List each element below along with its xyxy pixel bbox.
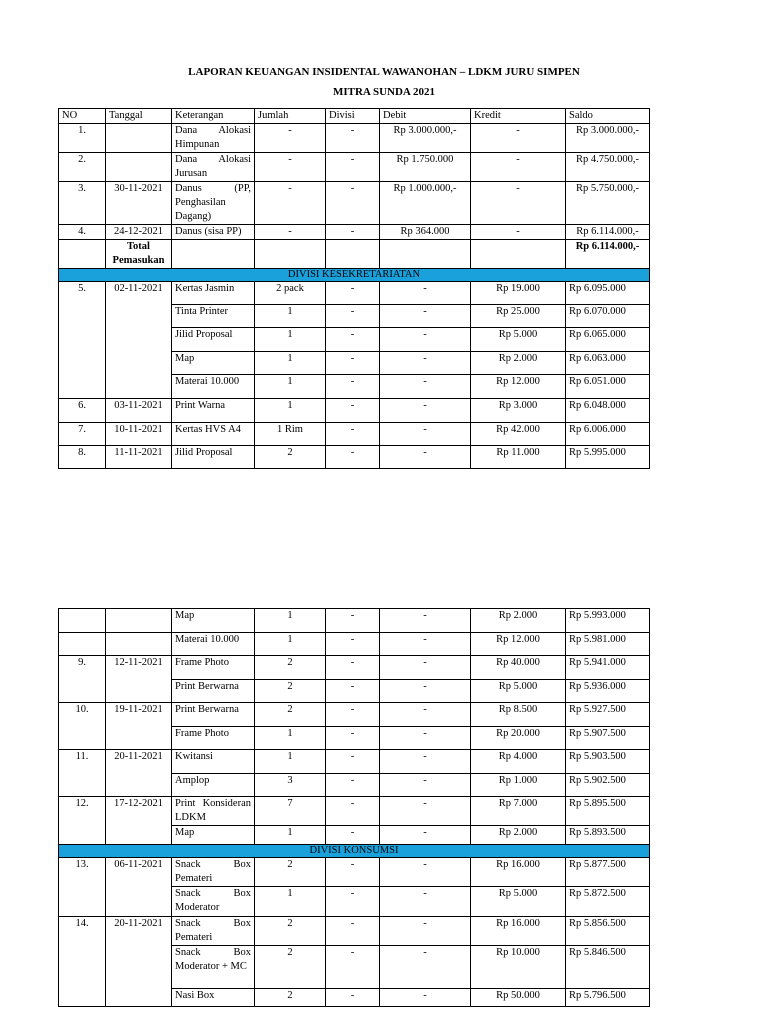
cell-kredit: Rp 42.000 — [471, 423, 566, 446]
header-cell: Divisi — [326, 109, 380, 124]
cell-kredit: - — [471, 182, 566, 225]
cell-tanggal — [106, 609, 172, 633]
cell-debit: - — [380, 375, 471, 399]
cell-keterangan: Jilid Proposal — [172, 446, 255, 469]
header-cell: Kredit — [471, 109, 566, 124]
cell-debit: - — [380, 858, 471, 887]
cell-debit: - — [380, 887, 471, 917]
total-row — [59, 240, 650, 269]
cell-keterangan: Print Berwarna — [172, 703, 255, 727]
cell-tanggal: 17-12-2021 — [106, 797, 172, 845]
cell-divisi: - — [326, 124, 380, 153]
header-cell: Saldo — [566, 109, 650, 124]
cell-debit: - — [380, 656, 471, 680]
cell-saldo: Rp 5.927.500 — [566, 703, 650, 727]
cell-empty — [380, 240, 471, 269]
cell-jumlah: 1 — [255, 633, 326, 656]
cell-no: 7. — [59, 423, 106, 446]
cell-empty — [471, 240, 566, 269]
section-label: DIVISI KESEKRETARIATAN — [59, 269, 650, 282]
cell-tanggal: 20-11-2021 — [106, 917, 172, 1007]
cell-jumlah: 1 — [255, 727, 326, 750]
cell-no — [59, 633, 106, 656]
cell-tanggal: 30-11-2021 — [106, 182, 172, 225]
cell-debit: - — [380, 917, 471, 946]
cell-no — [59, 609, 106, 633]
table-row — [59, 282, 650, 305]
header-cell: Tanggal — [106, 109, 172, 124]
table-row — [59, 423, 650, 446]
cell-debit: - — [380, 352, 471, 375]
cell-jumlah: 2 — [255, 680, 326, 703]
cell-divisi: - — [326, 328, 380, 352]
cell-kredit: Rp 2.000 — [471, 826, 566, 845]
cell-saldo: Rp 5.750.000,- — [566, 182, 650, 225]
cell-jumlah: 1 — [255, 887, 326, 917]
cell-divisi: - — [326, 797, 380, 826]
cell-saldo: Rp 5.936.000 — [566, 680, 650, 703]
cell-kredit: Rp 4.000 — [471, 750, 566, 774]
cell-no: 4. — [59, 225, 106, 240]
cell-keterangan: Nasi Box — [172, 989, 255, 1007]
cell-jumlah: 2 — [255, 917, 326, 946]
cell-empty — [172, 240, 255, 269]
cell-kredit: Rp 8.500 — [471, 703, 566, 727]
table-row — [59, 182, 650, 225]
cell-keterangan: Map — [172, 826, 255, 845]
cell-keterangan: Print Konsideran LDKM — [172, 797, 255, 826]
cell-keterangan: Frame Photo — [172, 727, 255, 750]
cell-keterangan: Frame Photo — [172, 656, 255, 680]
cell-kredit: Rp 20.000 — [471, 727, 566, 750]
report-subtitle: MITRA SUNDA 2021 — [332, 86, 436, 98]
cell-saldo: Rp 6.114.000,- — [566, 225, 650, 240]
cell-jumlah: 1 — [255, 352, 326, 375]
cell-no: 6. — [59, 399, 106, 423]
cell-kredit: Rp 1.000 — [471, 774, 566, 797]
cell-divisi: - — [326, 858, 380, 887]
cell-kredit: Rp 5.000 — [471, 328, 566, 352]
cell-no: 11. — [59, 750, 106, 797]
cell-debit: - — [380, 826, 471, 845]
cell-saldo: Rp 5.981.000 — [566, 633, 650, 656]
cell-jumlah: - — [255, 124, 326, 153]
cell-divisi: - — [326, 727, 380, 750]
cell-jumlah: - — [255, 153, 326, 182]
cell-saldo: Rp 5.893.500 — [566, 826, 650, 845]
cell-keterangan: Kwitansi — [172, 750, 255, 774]
table-row — [59, 917, 650, 946]
cell-saldo: Rp 5.995.000 — [566, 446, 650, 469]
cell-divisi: - — [326, 887, 380, 917]
cell-kredit: - — [471, 124, 566, 153]
cell-jumlah: 2 — [255, 989, 326, 1007]
cell-divisi: - — [326, 946, 380, 989]
cell-kredit: Rp 10.000 — [471, 946, 566, 989]
table-header — [59, 109, 650, 124]
cell-debit: Rp 1.750.000 — [380, 153, 471, 182]
cell-kredit: Rp 25.000 — [471, 305, 566, 328]
cell-saldo: Rp 5.856.500 — [566, 917, 650, 946]
cell-kredit: Rp 7.000 — [471, 797, 566, 826]
cell-jumlah: 2 — [255, 446, 326, 469]
cell-jumlah: 1 — [255, 750, 326, 774]
cell-keterangan: Dana Alokasi Jurusan — [172, 153, 255, 182]
cell-divisi: - — [326, 399, 380, 423]
cell-keterangan: Materai 10.000 — [172, 375, 255, 399]
section-label: DIVISI KONSUMSI — [59, 845, 650, 858]
cell-tanggal — [106, 124, 172, 153]
header-cell: Debit — [380, 109, 471, 124]
cell-saldo: Rp 5.902.500 — [566, 774, 650, 797]
cell-debit: - — [380, 446, 471, 469]
cell-saldo: Rp 6.051.000 — [566, 375, 650, 399]
cell-jumlah: 1 — [255, 375, 326, 399]
cell-tanggal — [106, 633, 172, 656]
cell-divisi: - — [326, 609, 380, 633]
cell-keterangan: Map — [172, 352, 255, 375]
cell-debit: - — [380, 774, 471, 797]
cell-jumlah: 7 — [255, 797, 326, 826]
cell-debit: - — [380, 680, 471, 703]
cell-jumlah: 1 — [255, 328, 326, 352]
cell-kredit: Rp 3.000 — [471, 399, 566, 423]
report-title: LAPORAN KEUANGAN INSIDENTAL WAWANOHAN – LDKM JURU SIMPEN — [188, 66, 580, 78]
cell-kredit: Rp 40.000 — [471, 656, 566, 680]
cell-keterangan: Tinta Printer — [172, 305, 255, 328]
cell-empty — [255, 240, 326, 269]
cell-divisi: - — [326, 750, 380, 774]
table-row — [59, 609, 650, 633]
cell-tanggal: 10-11-2021 — [106, 423, 172, 446]
cell-jumlah: 1 — [255, 305, 326, 328]
cell-kredit: Rp 2.000 — [471, 352, 566, 375]
cell-tanggal: 20-11-2021 — [106, 750, 172, 797]
cell-saldo: Rp 5.993.000 — [566, 609, 650, 633]
cell-no: 5. — [59, 282, 106, 399]
cell-jumlah: 2 — [255, 703, 326, 727]
cell-kredit: - — [471, 153, 566, 182]
cell-jumlah: - — [255, 225, 326, 240]
cell-jumlah: - — [255, 182, 326, 225]
cell-divisi: - — [326, 826, 380, 845]
cell-no: 13. — [59, 858, 106, 917]
cell-no: 3. — [59, 182, 106, 225]
section-konsumsi — [59, 845, 650, 858]
cell-jumlah: 1 — [255, 399, 326, 423]
cell-keterangan: Jilid Proposal — [172, 328, 255, 352]
table-row — [59, 858, 650, 887]
cell-saldo: Rp 6.065.000 — [566, 328, 650, 352]
cell-debit: Rp 364.000 — [380, 225, 471, 240]
cell-divisi: - — [326, 182, 380, 225]
cell-keterangan: Map — [172, 609, 255, 633]
cell-keterangan: Amplop — [172, 774, 255, 797]
table-row — [59, 633, 650, 656]
cell-debit: - — [380, 946, 471, 989]
cell-jumlah: 2 — [255, 858, 326, 887]
cell-jumlah: 1 Rim — [255, 423, 326, 446]
finance-table-page1 — [58, 108, 650, 469]
cell-kredit: Rp 16.000 — [471, 858, 566, 887]
table-row — [59, 225, 650, 240]
cell-debit: - — [380, 305, 471, 328]
cell-debit: - — [380, 750, 471, 774]
cell-divisi: - — [326, 153, 380, 182]
table-row — [59, 797, 650, 826]
cell-saldo: Rp 5.846.500 — [566, 946, 650, 989]
cell-kredit: Rp 11.000 — [471, 446, 566, 469]
cell-debit: - — [380, 989, 471, 1007]
total-saldo: Rp 6.114.000,- — [566, 240, 650, 269]
cell-keterangan: Danus (PP, Penghasilan Dagang) — [172, 182, 255, 225]
cell-debit: - — [380, 423, 471, 446]
cell-keterangan: Snack Box Pemateri — [172, 917, 255, 946]
cell-divisi: - — [326, 352, 380, 375]
cell-saldo: Rp 5.872.500 — [566, 887, 650, 917]
cell-saldo: Rp 6.095.000 — [566, 282, 650, 305]
cell-divisi: - — [326, 305, 380, 328]
cell-no: 14. — [59, 917, 106, 1007]
cell-kredit: - — [471, 225, 566, 240]
cell-divisi: - — [326, 989, 380, 1007]
cell-saldo: Rp 5.895.500 — [566, 797, 650, 826]
cell-no: 2. — [59, 153, 106, 182]
table-row — [59, 750, 650, 774]
cell-empty — [59, 240, 106, 269]
cell-divisi: - — [326, 703, 380, 727]
cell-saldo: Rp 6.006.000 — [566, 423, 650, 446]
cell-divisi: - — [326, 680, 380, 703]
cell-divisi: - — [326, 774, 380, 797]
cell-tanggal: 06-11-2021 — [106, 858, 172, 917]
cell-saldo: Rp 4.750.000,- — [566, 153, 650, 182]
table-row — [59, 399, 650, 423]
cell-divisi: - — [326, 633, 380, 656]
table-row — [59, 656, 650, 680]
cell-divisi: - — [326, 375, 380, 399]
cell-kredit: Rp 5.000 — [471, 680, 566, 703]
cell-divisi: - — [326, 917, 380, 946]
cell-jumlah: 1 — [255, 609, 326, 633]
cell-saldo: Rp 5.877.500 — [566, 858, 650, 887]
cell-divisi: - — [326, 282, 380, 305]
cell-jumlah: 2 — [255, 946, 326, 989]
cell-divisi: - — [326, 225, 380, 240]
header-cell: Keterangan — [172, 109, 255, 124]
cell-debit: Rp 1.000.000,- — [380, 182, 471, 225]
cell-tanggal: 24-12-2021 — [106, 225, 172, 240]
cell-tanggal: 11-11-2021 — [106, 446, 172, 469]
cell-no: 9. — [59, 656, 106, 703]
cell-kredit: Rp 50.000 — [471, 989, 566, 1007]
cell-keterangan: Dana Alokasi Himpunan — [172, 124, 255, 153]
cell-debit: - — [380, 399, 471, 423]
cell-kredit: Rp 12.000 — [471, 633, 566, 656]
cell-debit: - — [380, 797, 471, 826]
cell-kredit: Rp 12.000 — [471, 375, 566, 399]
cell-keterangan: Print Warna — [172, 399, 255, 423]
cell-keterangan: Kertas HVS A4 — [172, 423, 255, 446]
cell-jumlah: 2 pack — [255, 282, 326, 305]
cell-keterangan: Print Berwarna — [172, 680, 255, 703]
table-row — [59, 446, 650, 469]
cell-keterangan: Snack Box Moderator — [172, 887, 255, 917]
cell-keterangan: Danus (sisa PP) — [172, 225, 255, 240]
cell-saldo: Rp 6.048.000 — [566, 399, 650, 423]
cell-saldo: Rp 6.063.000 — [566, 352, 650, 375]
cell-saldo: Rp 5.796.500 — [566, 989, 650, 1007]
cell-debit: - — [380, 328, 471, 352]
cell-saldo: Rp 5.941.000 — [566, 656, 650, 680]
cell-no: 1. — [59, 124, 106, 153]
cell-tanggal: 03-11-2021 — [106, 399, 172, 423]
cell-saldo: Rp 3.000.000,- — [566, 124, 650, 153]
cell-jumlah: 1 — [255, 826, 326, 845]
cell-empty — [326, 240, 380, 269]
cell-debit: - — [380, 633, 471, 656]
cell-no: 10. — [59, 703, 106, 750]
cell-tanggal: 02-11-2021 — [106, 282, 172, 399]
cell-jumlah: 3 — [255, 774, 326, 797]
cell-jumlah: 2 — [255, 656, 326, 680]
cell-tanggal: 12-11-2021 — [106, 656, 172, 703]
cell-debit: - — [380, 609, 471, 633]
cell-saldo: Rp 5.903.500 — [566, 750, 650, 774]
cell-debit: - — [380, 282, 471, 305]
cell-tanggal: 19-11-2021 — [106, 703, 172, 750]
total-label: Total Pemasukan — [106, 240, 172, 269]
table-row — [59, 153, 650, 182]
table-row — [59, 124, 650, 153]
cell-divisi: - — [326, 446, 380, 469]
cell-saldo: Rp 5.907.500 — [566, 727, 650, 750]
cell-no: 8. — [59, 446, 106, 469]
cell-kredit: Rp 19.000 — [471, 282, 566, 305]
finance-table-page2 — [58, 608, 650, 1007]
cell-kredit: Rp 5.000 — [471, 887, 566, 917]
cell-keterangan: Snack Box Moderator + MC — [172, 946, 255, 989]
cell-debit: - — [380, 727, 471, 750]
cell-debit: - — [380, 703, 471, 727]
cell-kredit: Rp 16.000 — [471, 917, 566, 946]
table-row — [59, 703, 650, 727]
header-cell: NO — [59, 109, 106, 124]
section-kesekretariatan — [59, 269, 650, 282]
cell-divisi: - — [326, 423, 380, 446]
cell-divisi: - — [326, 656, 380, 680]
cell-kredit: Rp 2.000 — [471, 609, 566, 633]
cell-keterangan: Materai 10.000 — [172, 633, 255, 656]
cell-debit: Rp 3.000.000,- — [380, 124, 471, 153]
cell-tanggal — [106, 153, 172, 182]
cell-keterangan: Kertas Jasmin — [172, 282, 255, 305]
cell-no: 12. — [59, 797, 106, 845]
header-cell: Jumlah — [255, 109, 326, 124]
cell-saldo: Rp 6.070.000 — [566, 305, 650, 328]
cell-keterangan: Snack Box Pemateri — [172, 858, 255, 887]
